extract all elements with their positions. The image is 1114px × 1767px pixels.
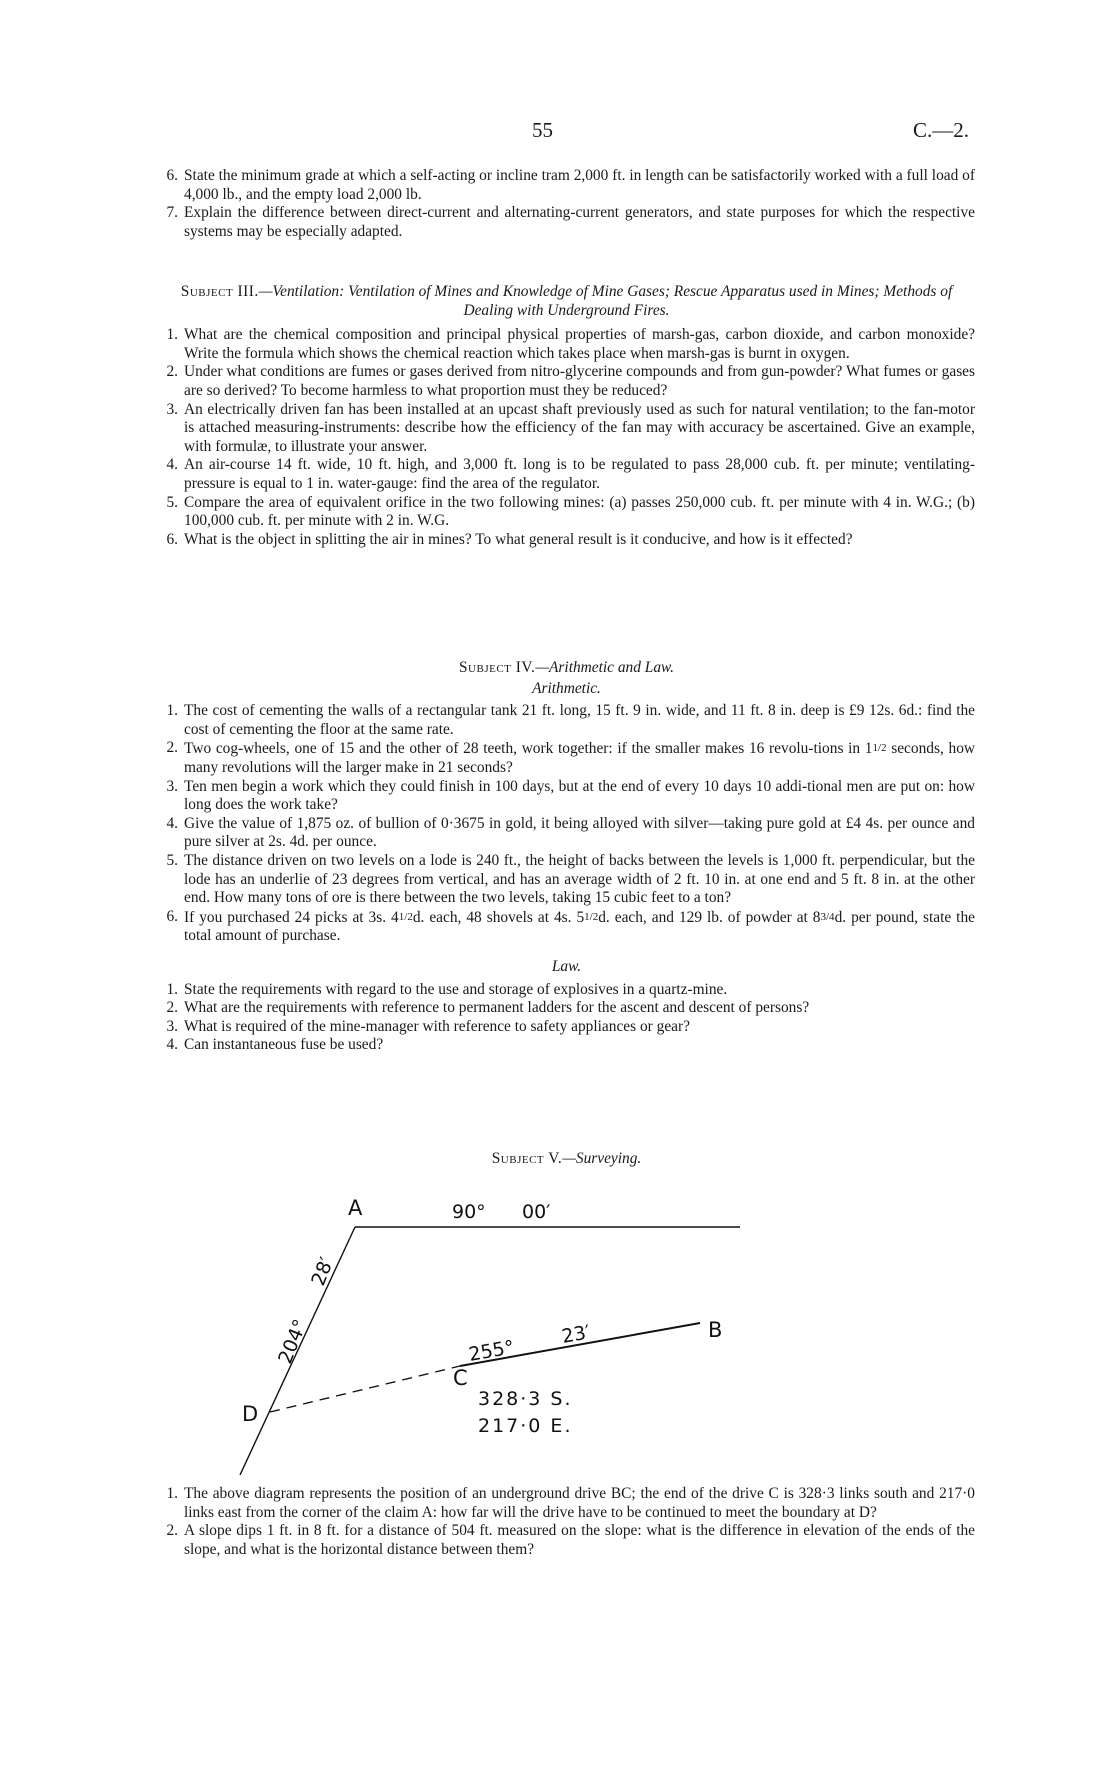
document-code: C.—2.: [913, 118, 970, 142]
question-item: 3. What is required of the mine-manager with reference to safety appliances or gear?: [166, 1017, 690, 1035]
question-item: 1. What are the chemical composition and principal physical properties of marsh-gas, carbon dioxide, and carbon monoxide? Write the formula which shows the chemical reaction which takes place when marsh-gas is burnt in oxygen.: [166, 326, 975, 362]
subject-iv-heading: Subject IV.—Arithmetic and Law.: [458, 659, 675, 676]
question-item: 1. State the requirements with regard to the use and storage of explosives in a quartz-mine.: [166, 980, 728, 998]
bearing-ad-minutes: 28′: [307, 1254, 339, 1289]
question-item: 2. A slope dips 1 ft. in 8 ft. for a distance of 504 ft. measured on the slope: what is the difference in elevation of the ends of the slope, and what is the horizontal distance between them?: [166, 1522, 975, 1558]
label-point-a: A: [348, 1196, 363, 1220]
question-item: 2. Under what conditions are fumes or gases derived from nitro-glycerine compounds and from gun-powder? What fumes or gases are so derived? To become harmless to what proportion must they be reduced?: [166, 363, 975, 399]
question-item: 6. If you purchased 24 picks at 3s. 41/2d. each, 48 shovels at 4s. 51/2d. each, and 129 lb. of powder at 83/4d. per pound, state the total amount of purchase.: [166, 907, 975, 945]
subject-iii-heading: Subject III.—Ventilation: Ventilation of Mines and Knowledge of Mine Gases; Rescue Apparatus used in Mines; Methods of Dealing with Underground Fires.: [180, 283, 953, 319]
question-item: 6. What is the object in splitting the air in mines? To what general result is it conducive, and how is it effected?: [166, 530, 853, 548]
arithmetic-heading: Arithmetic.: [532, 679, 601, 697]
page-header: [0, 112, 1114, 142]
label-point-c: C: [453, 1366, 468, 1390]
bearing-ab-minutes: 00′: [522, 1201, 551, 1223]
question-item: 4. Give the value of 1,875 oz. of bullion of 0·3675 in gold, it being alloyed with silver—taking pure gold at £4 4s. per ounce and pure silver at 2s. 4d. per ounce.: [166, 814, 975, 851]
bearing-cb-degrees: 255°: [467, 1336, 516, 1366]
bearing-cb-minutes: 23′: [560, 1321, 592, 1348]
question-item: 4. An air-course 14 ft. wide, 10 ft. high, and 3,000 ft. long is to be regulated to pass 28,000 cub. ft. per minute; ventilating-pressure is equal to 1 in. water-gauge: find the area of the regulator.: [166, 456, 975, 492]
question-item: 1. The above diagram represents the position of an underground drive BC; the end of the drive C is 328·3 links south and 217·0 links east from the corner of the claim A: how far will the drive have to be continued to meet the boundary at D?: [166, 1485, 975, 1521]
label-point-d: D: [242, 1402, 259, 1426]
subject-iii-section: [158, 283, 975, 549]
question-item: 3. Ten men begin a work which they could finish in 100 days, but at the end of every 10 days 10 addi-tional men are put on: how long does the work take?: [166, 777, 975, 814]
question-item: 4. Can instantaneous fuse be used?: [166, 1036, 384, 1054]
question-item: 2. What are the requirements with reference to permanent ladders for the ascent and descent of persons?: [166, 999, 810, 1017]
bearing-ad-degrees: 204°: [274, 1316, 312, 1367]
label-point-b: B: [708, 1318, 723, 1342]
subject-iv-section: [158, 659, 975, 1055]
law-heading: Law.: [551, 957, 582, 975]
question-item: 6. State the minimum grade at which a self-acting or incline tram 2,000 ft. in length can be satisfactorily worked with a full load of 4,000 lb., and the empty load 2,000 lb.: [166, 167, 975, 203]
subject-v-heading-wrap: [158, 1150, 975, 1169]
survey-diagram-svg: [230, 1185, 750, 1475]
question-item: 1. The cost of cementing the walls of a rectangular tank 21 ft. long, 15 ft. 9 in. wide, and 11 ft. 8 in. deep is £9 12s. 6d.: find the cost of cementing the floor at the same rate.: [166, 702, 975, 738]
c-latitude-south: 328·3 S.: [478, 1388, 573, 1410]
drive-extension-dashed: [270, 1366, 460, 1412]
continued-questions: [158, 167, 975, 241]
question-item: 5. The distance driven on two levels on a lode is 240 ft., the height of backs between the levels is 1,000 ft. perpendicular, but the lode has an underlie of 23 degrees from vertical, and has an average width of 2 ft. 10 in. at one end and 5 ft. 8 in. at the other end. How many tons of ore is there between the two levels, taking 15 cubic feet to a ton?: [166, 851, 975, 907]
survey-diagram: [230, 1185, 750, 1475]
question-item: 5. Compare the area of equivalent orifice in the two following mines: (a) passes 250,000 cub. ft. per minute with 4 in. W.G.; (b) 100,000 cub. ft. per minute with 2 in. W.G.: [166, 493, 975, 530]
subject-v-questions: [158, 1485, 975, 1559]
c-departure-east: 217·0 E.: [478, 1415, 573, 1437]
bearing-ab-degrees: 90°: [452, 1201, 486, 1223]
page-number: 55: [532, 118, 553, 142]
question-item: 3. An electrically driven fan has been installed at an upcast shaft previously used as such for natural ventilation; to the fan-motor is attached measuring-instruments: describe how the efficiency of the fan may with accuracy be ascertained. Give an example, with formulæ, to illustrate your answer.: [166, 400, 975, 455]
subject-v-heading: Subject V.—Surveying.: [491, 1150, 642, 1167]
question-item: 7. Explain the difference between direct-current and alternating-current generators, and state purposes for which the respective systems may be especially adapted.: [166, 204, 975, 240]
question-item: 2. Two cog-wheels, one of 15 and the other of 28 teeth, work together: if the smaller makes 16 revolu-tions in 11/2 seconds, how many revolutions will the larger make in 21 seconds?: [166, 739, 976, 776]
